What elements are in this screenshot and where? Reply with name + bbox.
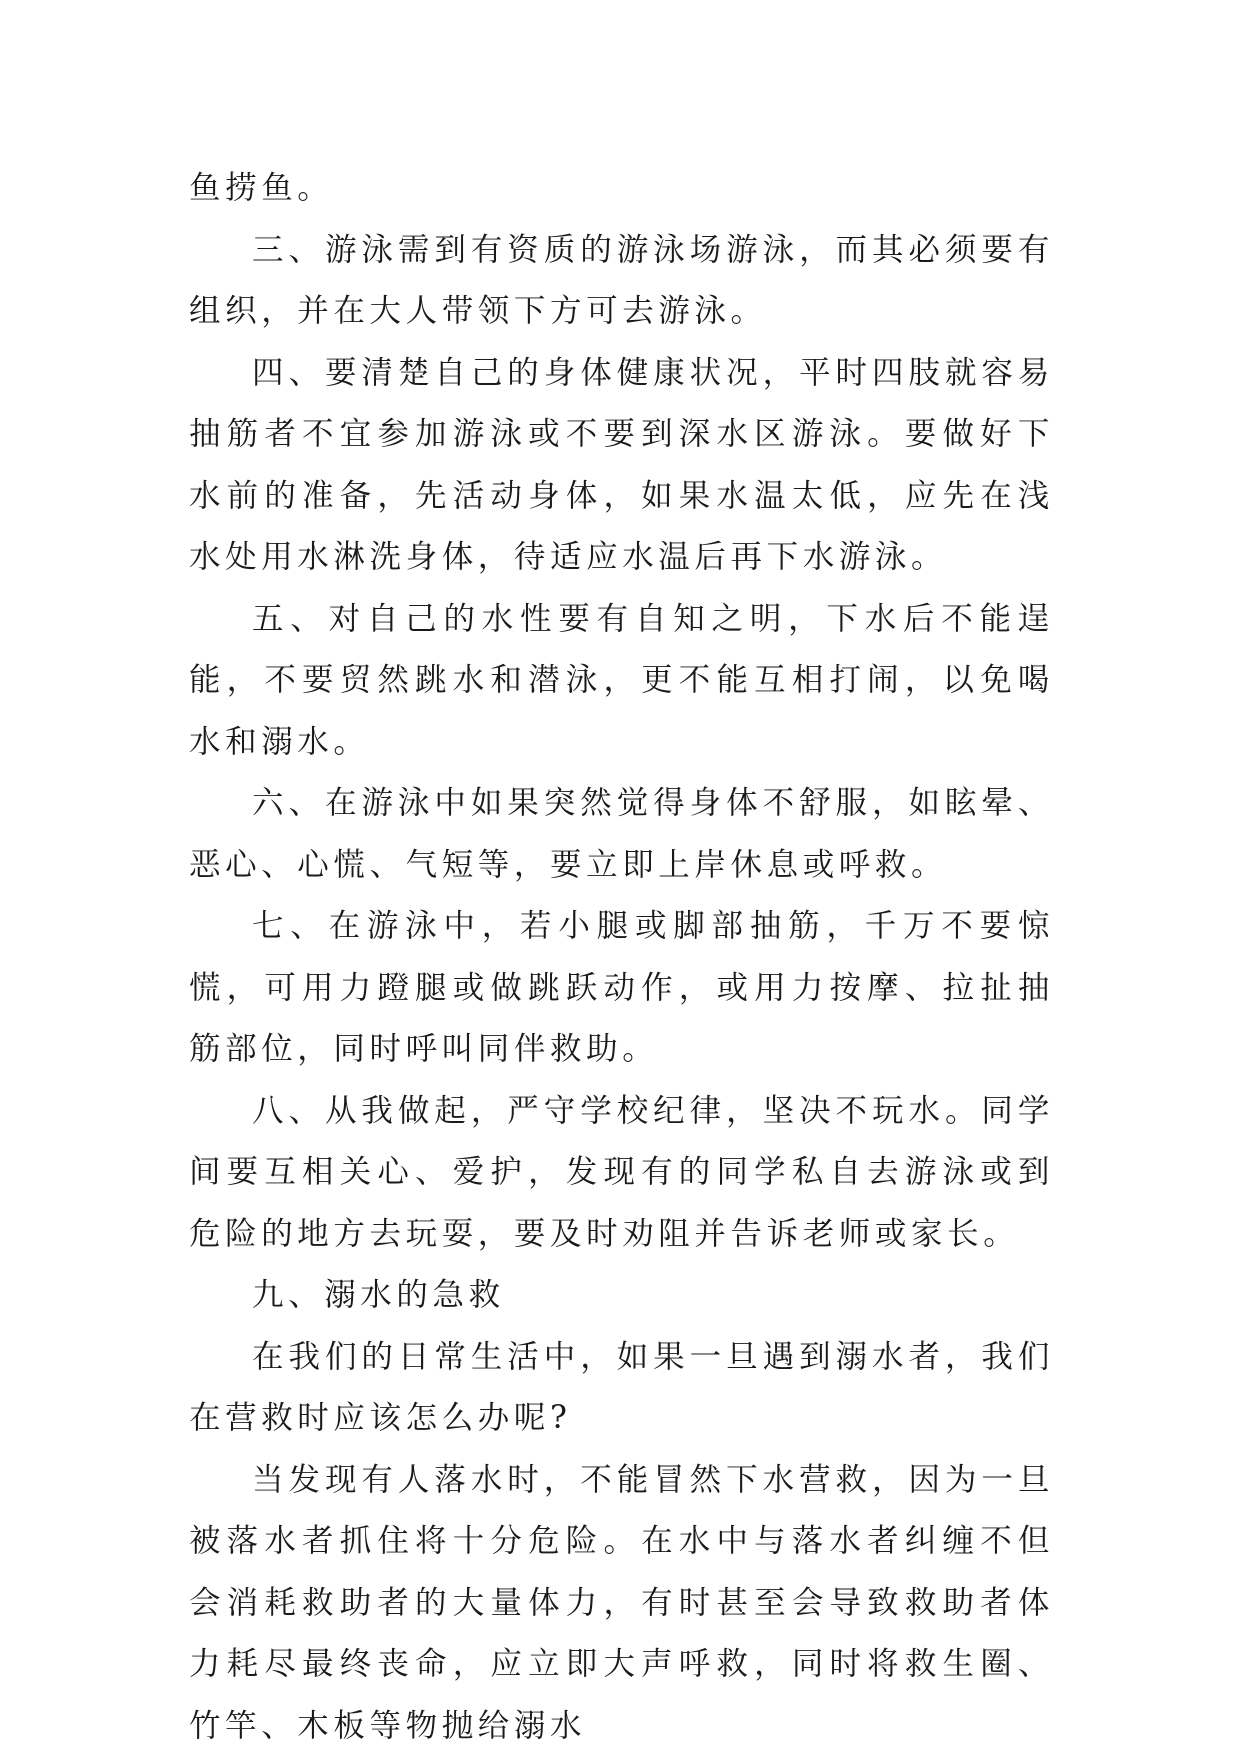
paragraph-rescue-question: 在我们的日常生活中，如果一旦遇到溺水者，我们在营救时应该怎么办呢? (189, 1327, 1054, 1450)
section-heading-rescue: 九、溺水的急救 (189, 1265, 1054, 1327)
paragraph-item-7: 七、在游泳中，若小腿或脚部抽筋，千万不要惊慌，可用力蹬腿或做跳跃动作，或用力按摩、拉扯抽筋部位，同时呼叫同伴救助。 (189, 896, 1054, 1081)
paragraph-item-4: 四、要清楚自己的身体健康状况，平时四肢就容易抽筋者不宜参加游泳或不要到深水区游泳。要做好下水前的准备，先活动身体，如果水温太低，应先在浅水处用水淋洗身体，待适应水温后再下水游泳。 (189, 343, 1054, 589)
paragraph-item-8: 八、从我做起，严守学校纪律，坚决不玩水。同学间要互相关心、爱护，发现有的同学私自去游泳或到危险的地方去玩耍，要及时劝阻并告诉老师或家长。 (189, 1081, 1054, 1266)
paragraph-rescue-advice: 当发现有人落水时，不能冒然下水营救，因为一旦被落水者抓住将十分危险。在水中与落水者纠缠不但会消耗救助者的大量体力，有时甚至会导致救助者体力耗尽最终丧命，应立即大声呼救，同时将救生圈、竹竿、木板等物抛给溺水 (189, 1450, 1054, 1757)
document-body (189, 158, 1054, 1757)
paragraph-item-3: 三、游泳需到有资质的游泳场游泳，而其必须要有组织，并在大人带领下方可去游泳。 (189, 220, 1054, 343)
paragraph-continuation: 鱼捞鱼。 (189, 158, 1054, 220)
paragraph-item-6: 六、在游泳中如果突然觉得身体不舒服，如眩晕、恶心、心慌、气短等，要立即上岸休息或呼救。 (189, 773, 1054, 896)
paragraph-item-5: 五、对自己的水性要有自知之明，下水后不能逞能，不要贸然跳水和潜泳，更不能互相打闹，以免喝水和溺水。 (189, 589, 1054, 774)
